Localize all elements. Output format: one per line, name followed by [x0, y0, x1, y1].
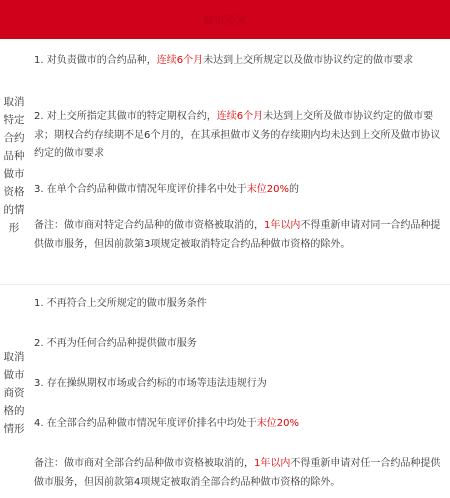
section2-note: 备注：做市商对全部合约品种做市资格被取消的，1年以内不得重新申请对任一合约品种提供做市服务，但因前款第4项规定被取消全部合约品种做市资格的除外。: [34, 458, 441, 488]
section1-item-3: 3. 在单个合约品种做市情况年度评价排名中处于末位20%的: [34, 184, 299, 195]
section2-item-2: 2. 不再为任何合约品种提供做市服务: [34, 338, 197, 349]
section-divider: [0, 284, 450, 285]
highlight-text: 1年以内: [254, 458, 291, 469]
section2-item-3: 3. 存在操纵期权市场或合约标的市场等违法违规行为: [34, 378, 267, 389]
section1-note: 备注：做市商对特定合约品种的做市资格被取消的，1年以内不得重新申请对同一合约品种提供做市服务，但因前款第3项规定被取消特定合约品种做市资格的除外。: [34, 220, 441, 250]
section2-item-4: 4. 在全部合约品种做市情况年度评价排名中均处于末位20%: [34, 418, 299, 429]
highlight-text: 末位20%: [256, 418, 299, 429]
header-title: 做市要求: [203, 13, 247, 27]
section1-item-2: 2. 对上交所指定其做市的特定期权合约，连续6个月未达到上交所及做市协议约定的做市要求；期权合约存续期不足6个月的，在其承担做市义务的存续期内均未达到上交所及做市协议约定的做市要求: [34, 111, 441, 159]
highlight-text: 连续6个月: [156, 55, 204, 66]
highlight-text: 连续6个月: [216, 111, 264, 122]
section2-label: 取消 做市 商资 格的 情形: [3, 351, 25, 435]
highlight-text: 末位20%: [246, 184, 289, 195]
section1-item-1: 1. 对负责做市的合约品种，连续6个月未达到上交所规定以及做市协议约定的做市要求: [34, 55, 414, 66]
highlight-text: 1年以内: [264, 220, 301, 231]
table-header: [0, 0, 450, 39]
section1-label: 取消 特定 合约 品种 做市 资格 的情 形: [3, 96, 25, 234]
section2-item-1: 1. 不再符合上交所规定的做市服务条件: [34, 298, 207, 309]
